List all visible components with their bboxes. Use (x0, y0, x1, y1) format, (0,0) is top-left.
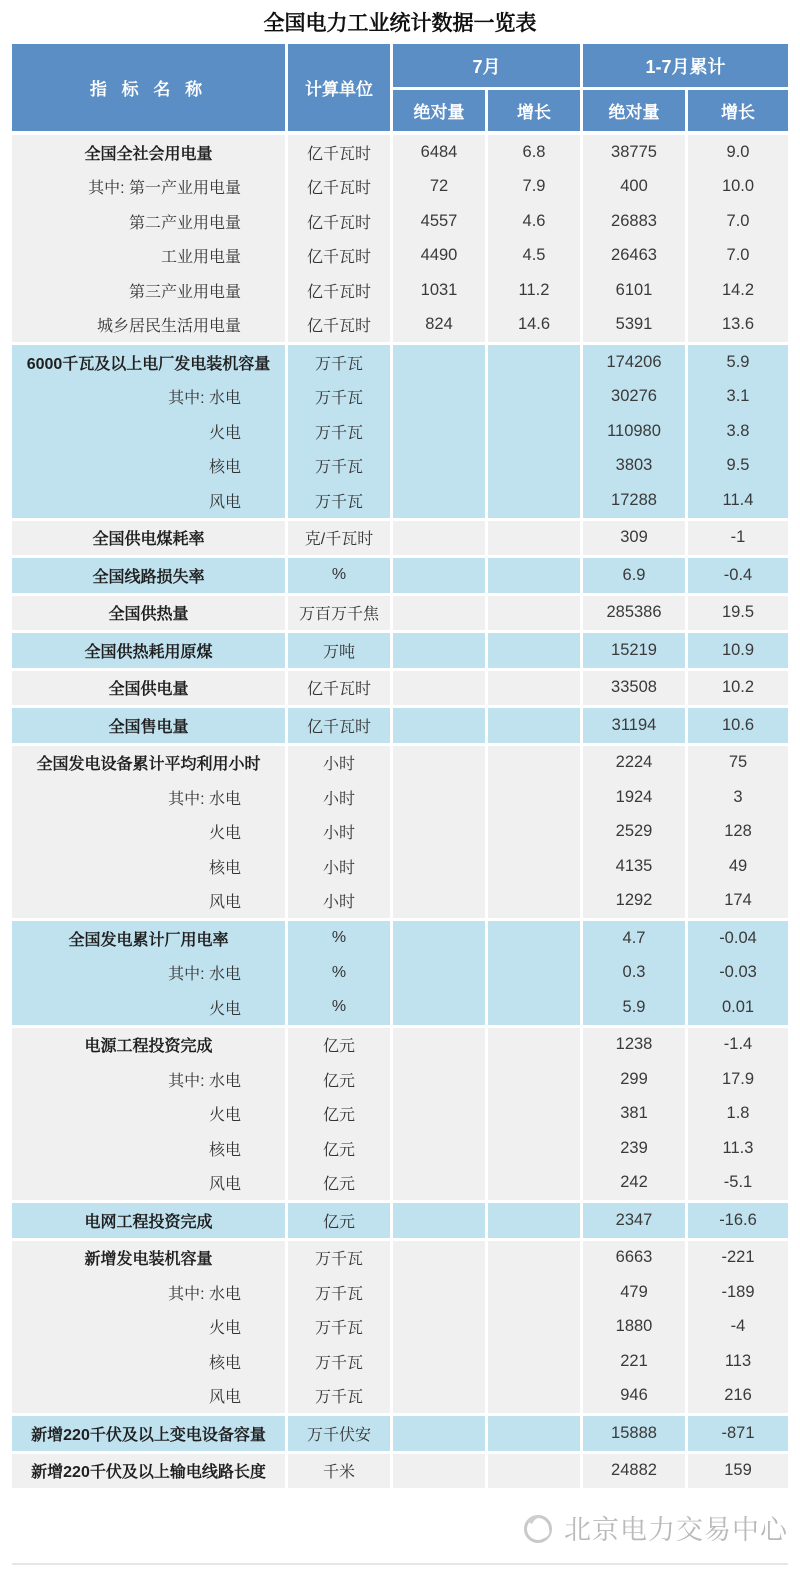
cumulative-growth-cell: -1 (688, 521, 788, 556)
july-absolute-cell: 4490 (393, 239, 485, 274)
indicator-cell: 火电 (12, 990, 285, 1025)
cumulative-absolute-cell: 110980 (583, 414, 685, 449)
unit-cell: 万千瓦 (288, 1379, 390, 1414)
indicator-cell: 全国线路损失率 (12, 558, 285, 593)
unit-cell: 小时 (288, 746, 390, 781)
july-absolute-cell: 6484 (393, 135, 485, 170)
cumulative-growth-cell: -221 (688, 1241, 788, 1276)
july-growth-cell (488, 849, 580, 884)
indicator-cell: 6000千瓦及以上电厂发电装机容量 (12, 345, 285, 380)
cumulative-absolute-cell: 381 (583, 1097, 685, 1132)
july-growth-cell (488, 633, 580, 668)
unit-cell: % (288, 956, 390, 991)
indicator-cell: 第三产业用电量 (12, 273, 285, 308)
unit-cell: 万吨 (288, 633, 390, 668)
unit-cell: 亿千瓦时 (288, 273, 390, 308)
july-growth-cell (488, 921, 580, 956)
cumulative-growth-cell: 159 (688, 1454, 788, 1489)
july-absolute-cell (393, 596, 485, 631)
july-growth-cell (488, 1379, 580, 1414)
july-growth-cell (488, 1203, 580, 1238)
cumulative-absolute-cell: 1880 (583, 1310, 685, 1345)
unit-cell: 亿元 (288, 1097, 390, 1132)
table-section (12, 596, 788, 631)
header-unit: 计算单位 (288, 44, 390, 131)
cumulative-growth-cell: -4 (688, 1310, 788, 1345)
july-absolute-cell (393, 380, 485, 415)
cumulative-absolute-cell: 285386 (583, 596, 685, 631)
unit-cell: 万千伏安 (288, 1416, 390, 1451)
header-july-absolute: 绝对量 (393, 90, 485, 131)
header-cumulative-growth: 增长 (688, 90, 788, 131)
table-section (12, 671, 788, 706)
cumulative-growth-cell: 3.8 (688, 414, 788, 449)
unit-cell: % (288, 558, 390, 593)
cumulative-absolute-cell: 24882 (583, 1454, 685, 1489)
july-growth-cell (488, 1131, 580, 1166)
indicator-cell: 核电 (12, 1131, 285, 1166)
cumulative-growth-cell: -16.6 (688, 1203, 788, 1238)
table-body (12, 135, 788, 1488)
july-absolute-cell (393, 521, 485, 556)
cumulative-growth-cell: -0.04 (688, 921, 788, 956)
cumulative-growth-cell: 11.4 (688, 483, 788, 518)
july-growth-cell (488, 596, 580, 631)
indicator-cell: 城乡居民生活用电量 (12, 308, 285, 343)
table-section (12, 345, 788, 518)
july-growth-cell (488, 483, 580, 518)
july-absolute-cell (393, 1275, 485, 1310)
cumulative-growth-cell: 10.9 (688, 633, 788, 668)
unit-cell: 亿千瓦时 (288, 239, 390, 274)
july-absolute-cell (393, 1062, 485, 1097)
table-section (12, 135, 788, 342)
july-absolute-cell: 1031 (393, 273, 485, 308)
july-absolute-cell (393, 884, 485, 919)
cumulative-absolute-cell: 33508 (583, 671, 685, 706)
watermark-brand-text: 北京电力交易中心 (564, 1515, 788, 1545)
cumulative-absolute-cell: 30276 (583, 380, 685, 415)
cumulative-growth-cell: 10.0 (688, 170, 788, 205)
july-growth-cell (488, 956, 580, 991)
table-section (12, 633, 788, 668)
cumulative-absolute-cell: 4135 (583, 849, 685, 884)
indicator-cell: 火电 (12, 414, 285, 449)
cumulative-absolute-cell: 15219 (583, 633, 685, 668)
cumulative-growth-cell: 216 (688, 1379, 788, 1414)
july-growth-cell (488, 1166, 580, 1201)
indicator-cell: 电网工程投资完成 (12, 1203, 285, 1238)
indicator-cell: 全国供热量 (12, 596, 285, 631)
july-growth-cell (488, 414, 580, 449)
indicator-cell: 火电 (12, 1097, 285, 1132)
july-absolute-cell (393, 633, 485, 668)
unit-cell: 亿千瓦时 (288, 671, 390, 706)
july-absolute-cell (393, 780, 485, 815)
cumulative-absolute-cell: 2529 (583, 815, 685, 850)
indicator-cell: 全国售电量 (12, 708, 285, 743)
july-growth-cell (488, 558, 580, 593)
indicator-cell: 新增发电装机容量 (12, 1241, 285, 1276)
unit-cell: 千米 (288, 1454, 390, 1489)
cumulative-growth-cell: 113 (688, 1344, 788, 1379)
indicator-cell: 新增220千伏及以上输电线路长度 (12, 1454, 285, 1489)
indicator-cell: 其中: 水电 (12, 956, 285, 991)
july-growth-cell: 7.9 (488, 170, 580, 205)
table-section (12, 521, 788, 556)
header-cumulative-absolute: 绝对量 (583, 90, 685, 131)
cumulative-absolute-cell: 6663 (583, 1241, 685, 1276)
july-growth-cell (488, 780, 580, 815)
cumulative-absolute-cell: 2224 (583, 746, 685, 781)
table-section (12, 1416, 788, 1451)
july-absolute-cell (393, 990, 485, 1025)
cumulative-absolute-cell: 31194 (583, 708, 685, 743)
header-july-growth: 增长 (488, 90, 580, 131)
statistics-table (12, 44, 788, 1488)
table-section (12, 1203, 788, 1238)
july-absolute-cell (393, 1131, 485, 1166)
unit-cell: 亿元 (288, 1203, 390, 1238)
table-section (12, 558, 788, 593)
unit-cell: 万千瓦 (288, 414, 390, 449)
header-indicator-name: 指 标 名 称 (12, 44, 285, 131)
july-absolute-cell (393, 1203, 485, 1238)
cumulative-absolute-cell: 400 (583, 170, 685, 205)
july-growth-cell: 14.6 (488, 308, 580, 343)
july-absolute-cell (393, 483, 485, 518)
cumulative-growth-cell: 0.01 (688, 990, 788, 1025)
cumulative-growth-cell: 75 (688, 746, 788, 781)
unit-cell: 万千瓦 (288, 345, 390, 380)
indicator-cell: 工业用电量 (12, 239, 285, 274)
indicator-cell: 核电 (12, 849, 285, 884)
cumulative-growth-cell: -5.1 (688, 1166, 788, 1201)
july-growth-cell (488, 345, 580, 380)
july-growth-cell (488, 708, 580, 743)
july-growth-cell (488, 1310, 580, 1345)
cumulative-growth-cell: 11.3 (688, 1131, 788, 1166)
cumulative-absolute-cell: 309 (583, 521, 685, 556)
july-growth-cell (488, 521, 580, 556)
unit-cell: % (288, 990, 390, 1025)
indicator-cell: 全国发电累计厂用电率 (12, 921, 285, 956)
indicator-cell: 风电 (12, 483, 285, 518)
indicator-cell: 全国供热耗用原煤 (12, 633, 285, 668)
unit-cell: 万千瓦 (288, 1344, 390, 1379)
cumulative-absolute-cell: 239 (583, 1131, 685, 1166)
cumulative-growth-cell: 9.0 (688, 135, 788, 170)
indicator-cell: 全国全社会用电量 (12, 135, 285, 170)
cumulative-growth-cell: -1.4 (688, 1028, 788, 1063)
unit-cell: 克/千瓦时 (288, 521, 390, 556)
indicator-cell: 全国供电煤耗率 (12, 521, 285, 556)
july-absolute-cell (393, 815, 485, 850)
july-absolute-cell (393, 671, 485, 706)
cumulative-growth-cell: 10.6 (688, 708, 788, 743)
header-group-cumulative: 1-7月累计 (583, 44, 788, 87)
cumulative-absolute-cell: 1292 (583, 884, 685, 919)
july-absolute-cell (393, 345, 485, 380)
table-section (12, 1454, 788, 1489)
july-growth-cell (488, 884, 580, 919)
unit-cell: 万千瓦 (288, 380, 390, 415)
table-section (12, 1241, 788, 1414)
july-growth-cell (488, 1097, 580, 1132)
cumulative-absolute-cell: 4.7 (583, 921, 685, 956)
unit-cell: 小时 (288, 780, 390, 815)
indicator-cell: 其中: 水电 (12, 380, 285, 415)
cumulative-growth-cell: 49 (688, 849, 788, 884)
unit-cell: 万千瓦 (288, 1275, 390, 1310)
unit-cell: 小时 (288, 884, 390, 919)
page-title: 全国电力工业统计数据一览表 (263, 12, 537, 35)
cumulative-growth-cell: 3 (688, 780, 788, 815)
july-growth-cell (488, 1275, 580, 1310)
indicator-cell: 第二产业用电量 (12, 204, 285, 239)
cumulative-absolute-cell: 221 (583, 1344, 685, 1379)
unit-cell: 亿千瓦时 (288, 135, 390, 170)
july-growth-cell: 4.6 (488, 204, 580, 239)
cumulative-growth-cell: -189 (688, 1275, 788, 1310)
cumulative-absolute-cell: 6.9 (583, 558, 685, 593)
indicator-cell: 全国发电设备累计平均利用小时 (12, 746, 285, 781)
july-growth-cell (488, 449, 580, 484)
july-absolute-cell (393, 1241, 485, 1276)
indicator-cell: 电源工程投资完成 (12, 1028, 285, 1063)
unit-cell: 小时 (288, 849, 390, 884)
july-growth-cell: 11.2 (488, 273, 580, 308)
cumulative-absolute-cell: 479 (583, 1275, 685, 1310)
table-section (12, 921, 788, 1025)
july-absolute-cell (393, 921, 485, 956)
table-header (12, 44, 788, 131)
unit-cell: 亿千瓦时 (288, 170, 390, 205)
unit-cell: 亿千瓦时 (288, 204, 390, 239)
indicator-cell: 风电 (12, 1379, 285, 1414)
july-growth-cell (488, 1344, 580, 1379)
july-absolute-cell (393, 1454, 485, 1489)
cumulative-absolute-cell: 1238 (583, 1028, 685, 1063)
cumulative-growth-cell: 13.6 (688, 308, 788, 343)
july-absolute-cell: 824 (393, 308, 485, 343)
watermark-footer (519, 1508, 788, 1547)
indicator-cell: 其中: 水电 (12, 1062, 285, 1097)
cumulative-absolute-cell: 299 (583, 1062, 685, 1097)
indicator-cell: 风电 (12, 1166, 285, 1201)
unit-cell: 亿元 (288, 1062, 390, 1097)
july-growth-cell (488, 1454, 580, 1489)
july-growth-cell (488, 1416, 580, 1451)
unit-cell: 万千瓦 (288, 1310, 390, 1345)
july-growth-cell (488, 380, 580, 415)
cumulative-absolute-cell: 6101 (583, 273, 685, 308)
july-growth-cell (488, 815, 580, 850)
unit-cell: 亿元 (288, 1028, 390, 1063)
july-growth-cell (488, 990, 580, 1025)
cumulative-growth-cell: 7.0 (688, 239, 788, 274)
table-section (12, 708, 788, 743)
july-absolute-cell (393, 449, 485, 484)
cumulative-growth-cell: 19.5 (688, 596, 788, 631)
unit-cell: 万千瓦 (288, 449, 390, 484)
cumulative-absolute-cell: 15888 (583, 1416, 685, 1451)
table-section (12, 746, 788, 919)
cumulative-absolute-cell: 1924 (583, 780, 685, 815)
july-absolute-cell (393, 1310, 485, 1345)
cumulative-growth-cell: 7.0 (688, 204, 788, 239)
cumulative-absolute-cell: 174206 (583, 345, 685, 380)
cumulative-growth-cell: 3.1 (688, 380, 788, 415)
july-absolute-cell (393, 414, 485, 449)
july-growth-cell: 4.5 (488, 239, 580, 274)
july-absolute-cell (393, 1166, 485, 1201)
indicator-cell: 火电 (12, 1310, 285, 1345)
bpx-globe-logo-icon (519, 1509, 557, 1547)
cumulative-growth-cell: 1.8 (688, 1097, 788, 1132)
indicator-cell: 其中: 水电 (12, 780, 285, 815)
cumulative-growth-cell: 9.5 (688, 449, 788, 484)
july-growth-cell (488, 1062, 580, 1097)
bottom-divider (12, 1563, 788, 1565)
cumulative-absolute-cell: 17288 (583, 483, 685, 518)
cumulative-growth-cell: -0.03 (688, 956, 788, 991)
table-section (12, 1028, 788, 1201)
cumulative-growth-cell: -0.4 (688, 558, 788, 593)
unit-cell: 亿千瓦时 (288, 308, 390, 343)
unit-cell: 万千瓦 (288, 1241, 390, 1276)
cumulative-absolute-cell: 26883 (583, 204, 685, 239)
july-absolute-cell (393, 1097, 485, 1132)
unit-cell: % (288, 921, 390, 956)
july-absolute-cell (393, 1379, 485, 1414)
cumulative-growth-cell: 17.9 (688, 1062, 788, 1097)
header-group-july: 7月 (393, 44, 580, 87)
july-absolute-cell (393, 1416, 485, 1451)
july-absolute-cell (393, 708, 485, 743)
indicator-cell: 核电 (12, 449, 285, 484)
july-absolute-cell: 4557 (393, 204, 485, 239)
unit-cell: 小时 (288, 815, 390, 850)
indicator-cell: 新增220千伏及以上变电设备容量 (12, 1416, 285, 1451)
unit-cell: 万千瓦 (288, 483, 390, 518)
cumulative-growth-cell: 128 (688, 815, 788, 850)
cumulative-absolute-cell: 2347 (583, 1203, 685, 1238)
july-absolute-cell (393, 1344, 485, 1379)
july-absolute-cell (393, 956, 485, 991)
july-absolute-cell (393, 1028, 485, 1063)
cumulative-absolute-cell: 5391 (583, 308, 685, 343)
unit-cell: 万百万千焦 (288, 596, 390, 631)
july-absolute-cell (393, 746, 485, 781)
cumulative-absolute-cell: 26463 (583, 239, 685, 274)
cumulative-absolute-cell: 242 (583, 1166, 685, 1201)
july-absolute-cell (393, 849, 485, 884)
unit-cell: 亿元 (288, 1131, 390, 1166)
indicator-cell: 全国供电量 (12, 671, 285, 706)
cumulative-absolute-cell: 3803 (583, 449, 685, 484)
cumulative-growth-cell: 14.2 (688, 273, 788, 308)
july-growth-cell (488, 1028, 580, 1063)
cumulative-absolute-cell: 38775 (583, 135, 685, 170)
july-growth-cell: 6.8 (488, 135, 580, 170)
cumulative-absolute-cell: 5.9 (583, 990, 685, 1025)
indicator-cell: 火电 (12, 815, 285, 850)
cumulative-growth-cell: 10.2 (688, 671, 788, 706)
july-growth-cell (488, 1241, 580, 1276)
indicator-cell: 风电 (12, 884, 285, 919)
july-absolute-cell: 72 (393, 170, 485, 205)
july-growth-cell (488, 746, 580, 781)
cumulative-growth-cell: 5.9 (688, 345, 788, 380)
indicator-cell: 其中: 第一产业用电量 (12, 170, 285, 205)
cumulative-growth-cell: 174 (688, 884, 788, 919)
unit-cell: 亿元 (288, 1166, 390, 1201)
cumulative-growth-cell: -871 (688, 1416, 788, 1451)
unit-cell: 亿千瓦时 (288, 708, 390, 743)
cumulative-absolute-cell: 946 (583, 1379, 685, 1414)
july-growth-cell (488, 671, 580, 706)
indicator-cell: 核电 (12, 1344, 285, 1379)
july-absolute-cell (393, 558, 485, 593)
cumulative-absolute-cell: 0.3 (583, 956, 685, 991)
indicator-cell: 其中: 水电 (12, 1275, 285, 1310)
